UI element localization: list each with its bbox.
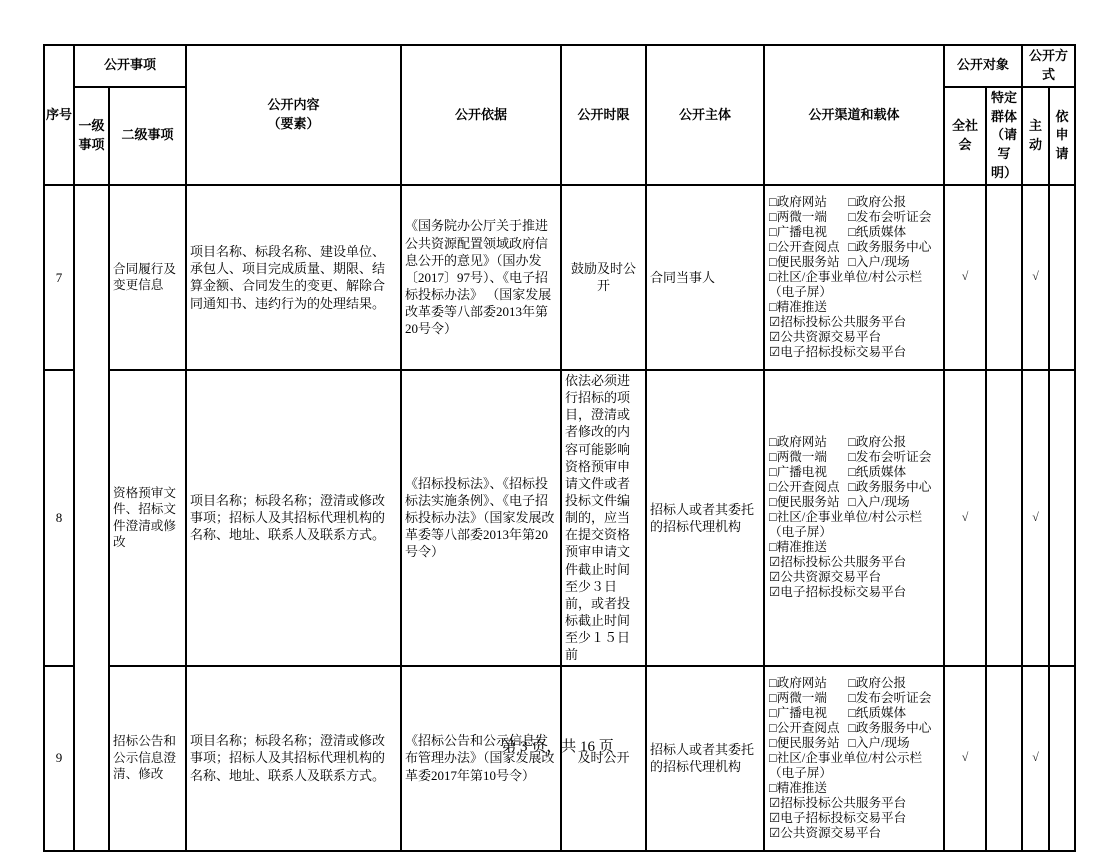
channel-line-item: ☑公共资源交易平台	[769, 825, 882, 840]
cell-level2: 合同履行及变更信息	[109, 185, 186, 370]
channel-line-item: □精准推送	[769, 299, 827, 314]
channel-pair-item: □两微一端 □发布会听证会	[769, 209, 932, 224]
cell-content: 项目名称、标段名称、建设单位、承包人、项目完成质量、期限、结算金额、合同发生的变更、解除合同通知书、违约行为的处理结果。	[186, 185, 401, 370]
cell-seq: 8	[44, 370, 74, 666]
header-time-limit: 公开时限	[561, 45, 646, 185]
cell-subject: 合同当事人	[646, 185, 764, 370]
cell-all-society-check: √	[944, 666, 986, 851]
header-content	[186, 45, 401, 185]
cell-basis: 《招标投标法》、《招标投标法实施条例》、《电子招标投标办法》（国家发展改革委等八部委2013年第20号令）	[401, 370, 561, 666]
channel-pair-item: □广播电视 □纸质媒体	[769, 465, 907, 480]
cell-specific-group-check	[986, 370, 1022, 666]
cell-active-check: √	[1022, 185, 1049, 370]
header-method-group: 公开方式	[1022, 45, 1075, 87]
channel-pair-item: □便民服务站 □入户/现场	[769, 495, 910, 510]
cell-active-check: √	[1022, 666, 1049, 851]
channel-pair-item: □政府网站 □政府公报	[769, 194, 907, 209]
cell-active-check: √	[1022, 370, 1049, 666]
cell-channel-list	[764, 185, 944, 370]
header-specific-group: 特定群体（请写明）	[986, 87, 1022, 185]
channel-pair-item: □政府网站 □政府公报	[769, 435, 907, 450]
cell-time-limit: 依法必须进行招标的项目，澄清或者修改的内容可能影响资格预审申请文件或者投标文件编制的，应当在提交资格预审申请文件截止时间至少３日前，或者投标截止时间至少１５日前	[561, 370, 646, 666]
cell-on-request-check	[1049, 666, 1075, 851]
table-row-7	[44, 185, 1075, 370]
channel-line-item: □社区/企事业单位/村公示栏（电子屏）	[769, 510, 923, 540]
channel-line-item: □精准推送	[769, 780, 827, 795]
cell-on-request-check	[1049, 185, 1075, 370]
channel-pair-item: □公开查阅点 □政务服务中心	[769, 480, 932, 495]
header-target-group: 公开对象	[944, 45, 1022, 87]
channel-pair-item: □政府网站 □政府公报	[769, 675, 907, 690]
header-level1: 一级事项	[74, 87, 109, 185]
header-row-top	[44, 45, 1075, 87]
channel-line-item: ☑公共资源交易平台	[769, 329, 882, 344]
cell-content: 项目名称；标段名称；澄清或修改事项；招标人及其招标代理机构的名称、地址、联系人及联系方式。	[186, 370, 401, 666]
channel-line-item: □社区/企事业单位/村公示栏（电子屏）	[769, 750, 923, 780]
channel-line-item: ☑招标投标公共服务平台	[769, 314, 907, 329]
cell-time-limit: 及时公开	[561, 666, 646, 851]
header-level2: 二级事项	[109, 87, 186, 185]
channel-pair-item: □便民服务站 □入户/现场	[769, 735, 910, 750]
header-channel: 公开渠道和载体	[764, 45, 944, 185]
cell-seq: 9	[44, 666, 74, 851]
header-subject: 公开主体	[646, 45, 764, 185]
channel-pair-item: □广播电视 □纸质媒体	[769, 705, 907, 720]
cell-subject: 招标人或者其委托的招标代理机构	[646, 666, 764, 851]
channel-line-item: ☑电子招标投标交易平台	[769, 344, 907, 359]
channel-line-item: ☑公共资源交易平台	[769, 570, 882, 585]
cell-on-request-check	[1049, 370, 1075, 666]
cell-channel-list	[764, 370, 944, 666]
disclosure-table	[43, 44, 1076, 852]
cell-all-society-check: √	[944, 370, 986, 666]
header-seq: 序号	[44, 45, 74, 185]
cell-specific-group-check	[986, 666, 1022, 851]
channel-line-item: ☑招标投标公共服务平台	[769, 795, 907, 810]
cell-level2: 招标公告和公示信息澄清、修改	[109, 666, 186, 851]
channel-line-item: ☑招标投标公共服务平台	[769, 555, 907, 570]
channel-pair-item: □两微一端 □发布会听证会	[769, 450, 932, 465]
channel-line-item: ☑电子招标投标交易平台	[769, 810, 907, 825]
table-row-8	[44, 370, 1075, 666]
channel-pair-item: □便民服务站 □入户/现场	[769, 254, 910, 269]
cell-all-society-check: √	[944, 185, 986, 370]
channel-line-item: □社区/企事业单位/村公示栏（电子屏）	[769, 269, 923, 299]
header-on-request: 依申请	[1049, 87, 1075, 185]
channel-line-item: ☑电子招标投标交易平台	[769, 585, 907, 600]
channel-line-item: □精准推送	[769, 540, 827, 555]
cell-basis: 《国务院办公厅关于推进公共资源配置领域政府信息公开的意见》（国办发〔2017〕97号）、《电子招标投标办法》 （国家发展改革委等八部委2013年第20号令）	[401, 185, 561, 370]
channel-pair-item: □两微一端 □发布会听证会	[769, 690, 932, 705]
cell-level2: 资格预审文件、招标文件澄清或修改	[109, 370, 186, 666]
page-footer: 第 3 页，共 16 页	[501, 739, 614, 755]
cell-basis: 《招标公告和公示信息发布管理办法》（国家发展改革委2017年第10号令）	[401, 666, 561, 851]
header-basis: 公开依据	[401, 45, 561, 185]
cell-channel-list	[764, 666, 944, 851]
channel-pair-item: □公开查阅点 □政务服务中心	[769, 720, 932, 735]
header-content-line2: （要素）	[267, 115, 320, 131]
cell-seq: 7	[44, 185, 74, 370]
header-content-line1: 公开内容	[267, 97, 320, 113]
channel-pair-item: □公开查阅点 □政务服务中心	[769, 239, 932, 254]
header-matter-group: 公开事项	[74, 45, 186, 87]
header-active: 主动	[1022, 87, 1049, 185]
cell-subject: 招标人或者其委托的招标代理机构	[646, 370, 764, 666]
cell-specific-group-check	[986, 185, 1022, 370]
cell-time-limit: 鼓励及时公开	[561, 185, 646, 370]
table-row-9	[44, 666, 1075, 851]
cell-content: 项目名称；标段名称；澄清或修改事项；招标人及其招标代理机构的名称、地址、联系人及联系方式。	[186, 666, 401, 851]
channel-pair-item: □广播电视 □纸质媒体	[769, 224, 907, 239]
header-all-society: 全社会	[944, 87, 986, 185]
